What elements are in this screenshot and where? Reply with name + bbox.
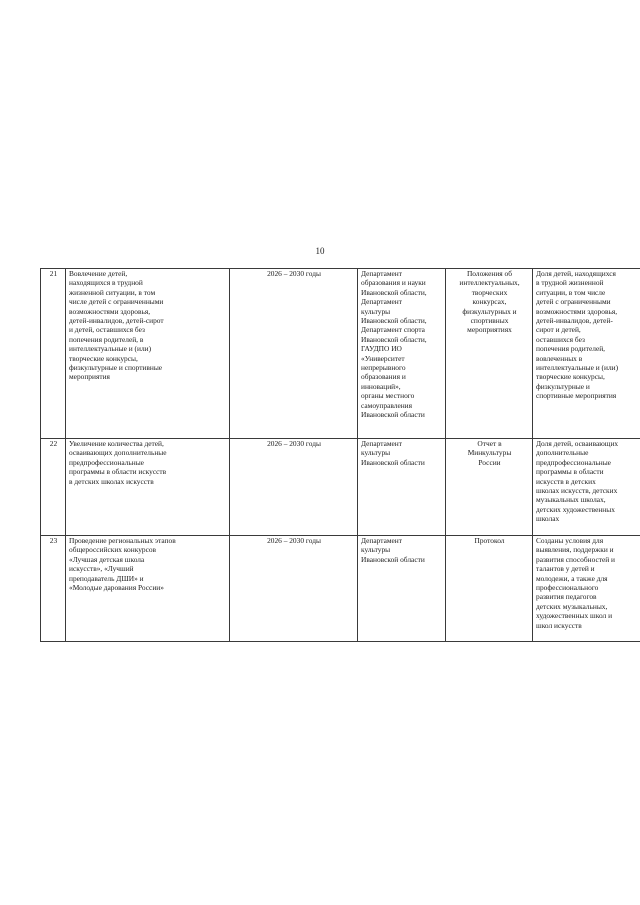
result-line: предпрофессиональные <box>536 457 611 467</box>
measure-line: программы в области искусств <box>69 467 167 477</box>
executor-line: Ивановской области, <box>361 287 427 297</box>
result-line: Созданы условия для <box>536 536 604 545</box>
measure-line: в детских школах искусств <box>69 476 154 486</box>
result-line: детских художественных <box>536 504 615 514</box>
executor-line: Ивановской области <box>361 410 425 420</box>
result-line: оставшихся без <box>536 334 585 344</box>
measure-line: Проведение региональных этапов <box>69 536 176 545</box>
result-line: Доля детей, находящихся <box>536 269 616 278</box>
term-cell: 2026 – 2030 годы <box>230 536 358 642</box>
executor-line: «Университет <box>361 353 405 363</box>
document-line: Положения об <box>466 269 513 278</box>
document-line: Отчет в <box>477 439 502 448</box>
executor-line: Департамент <box>361 297 402 307</box>
document-line: России <box>478 457 501 467</box>
document-line: спортивных <box>470 316 509 326</box>
term-cell: 2026 – 2030 годы <box>230 269 358 439</box>
measure-line: мероприятия <box>69 372 110 382</box>
measure-line: и детей, оставшихся без <box>69 325 145 335</box>
result-line: ситуации, в том числе <box>536 287 606 297</box>
result-line: детей-инвалидов, детей- <box>536 316 613 326</box>
executors-cell <box>358 269 446 439</box>
measure-line: Вовлечение детей, <box>69 269 128 278</box>
measure-line: жизненной ситуации, в том <box>69 287 156 297</box>
document-cell <box>446 439 533 536</box>
measure-line: общероссийских конкурсов <box>69 545 157 555</box>
result-line: физкультурные и <box>536 381 590 391</box>
result-line: детей с ограниченными <box>536 297 611 307</box>
result-line: детских музыкальных, <box>536 601 608 611</box>
measure-line: физкультурные и спортивные <box>69 363 163 373</box>
row-number: 23 <box>41 536 66 642</box>
result-line: вовлеченных в <box>536 353 583 363</box>
document-line: творческих <box>471 287 508 297</box>
result-line: в трудной жизненной <box>536 278 604 288</box>
measure-line: искусств», «Лучший <box>69 564 134 574</box>
row-number: 22 <box>41 439 66 536</box>
measure-line: осваивающих дополнительные <box>69 448 167 458</box>
document-line: конкурсах, <box>472 297 507 307</box>
measure-cell <box>66 439 230 536</box>
result-line: творческие конкурсы, <box>536 372 605 382</box>
executor-line: Департамент спорта <box>361 325 425 335</box>
executor-line: органы местного <box>361 391 415 401</box>
document-cell <box>446 269 533 439</box>
executor-line: образования и <box>361 372 406 382</box>
executor-line: Департамент <box>361 536 402 545</box>
result-line: интеллектуальные и (или) <box>536 363 619 373</box>
measure-line: находящихся в трудной <box>69 278 143 288</box>
executor-line: ГАУДПО ИО <box>361 344 402 354</box>
result-line: школах искусств, детских <box>536 486 618 496</box>
measures-table <box>40 268 640 642</box>
executor-line: непрерывного <box>361 363 406 373</box>
measure-line: творческие конкурсы, <box>69 353 138 363</box>
result-line: спортивные мероприятия <box>536 391 617 401</box>
executor-line: Ивановской области, <box>361 316 427 326</box>
result-line: развития способностей и <box>536 554 616 564</box>
term-cell: 2026 – 2030 годы <box>230 439 358 536</box>
executor-line: образования и науки <box>361 278 426 288</box>
result-line: искусств в детских <box>536 476 596 486</box>
measure-line: попечения родителей, в <box>69 334 144 344</box>
measure-line: предпрофессиональные <box>69 457 144 467</box>
measure-cell <box>66 269 230 439</box>
executors-cell <box>358 536 446 642</box>
measure-line: интеллектуальные и (или) <box>69 344 152 354</box>
result-line: программы в области <box>536 467 604 477</box>
result-line: школах <box>536 514 560 524</box>
result-line: профессионального <box>536 583 599 593</box>
executors-cell <box>358 439 446 536</box>
result-cell <box>533 439 640 536</box>
measure-line: детей-инвалидов, детей-сирот <box>69 316 164 326</box>
result-cell <box>533 536 640 642</box>
table-row <box>41 536 640 642</box>
document-line: Минкультуры <box>467 448 512 458</box>
executor-line: культуры <box>361 306 391 316</box>
result-line: возможностями здоровья, <box>536 306 618 316</box>
document-line: интеллектуальных, <box>459 278 520 288</box>
measure-line: числе детей с ограниченными <box>69 297 164 307</box>
result-line: попечения родителей, <box>536 344 606 354</box>
result-line: школ искусств <box>536 620 582 630</box>
result-line: музыкальных школах, <box>536 495 606 505</box>
result-line: выявления, поддержки и <box>536 545 614 555</box>
executor-line: культуры <box>361 545 391 555</box>
document-line: физкультурных и <box>462 306 517 316</box>
executor-line: Ивановской области <box>361 457 425 467</box>
measure-line: «Лучшая детская школа <box>69 554 145 564</box>
result-cell <box>533 269 640 439</box>
executor-line: самоуправления <box>361 400 413 410</box>
document-line: Протокол <box>474 536 505 545</box>
executor-line: Департамент <box>361 439 402 448</box>
result-line: молодежи, а также для <box>536 573 608 583</box>
executor-line: инноваций», <box>361 381 401 391</box>
executor-line: Ивановской области, <box>361 334 427 344</box>
executor-line: Департамент <box>361 269 402 278</box>
executor-line: Ивановской области <box>361 554 425 564</box>
result-line: сирот и детей, <box>536 325 581 335</box>
result-line: художественных школ и <box>536 611 613 621</box>
measure-line: Увеличение количества детей, <box>69 439 164 448</box>
measure-line: преподаватель ДШИ» и <box>69 573 144 583</box>
measure-line: «Молодые дарования России» <box>69 583 164 593</box>
result-line: развития педагогов <box>536 592 597 602</box>
row-number: 21 <box>41 269 66 439</box>
document-cell <box>446 536 533 642</box>
result-line: талантов у детей и <box>536 564 595 574</box>
document-line: мероприятиях <box>467 325 512 335</box>
result-line: Доля детей, осваивающих <box>536 439 619 448</box>
table-row <box>41 439 640 536</box>
result-line: дополнительные <box>536 448 589 458</box>
table-row <box>41 269 640 439</box>
page-number: 10 <box>315 246 325 256</box>
measure-cell <box>66 536 230 642</box>
measure-line: возможностями здоровья, <box>69 306 151 316</box>
executor-line: культуры <box>361 448 391 458</box>
